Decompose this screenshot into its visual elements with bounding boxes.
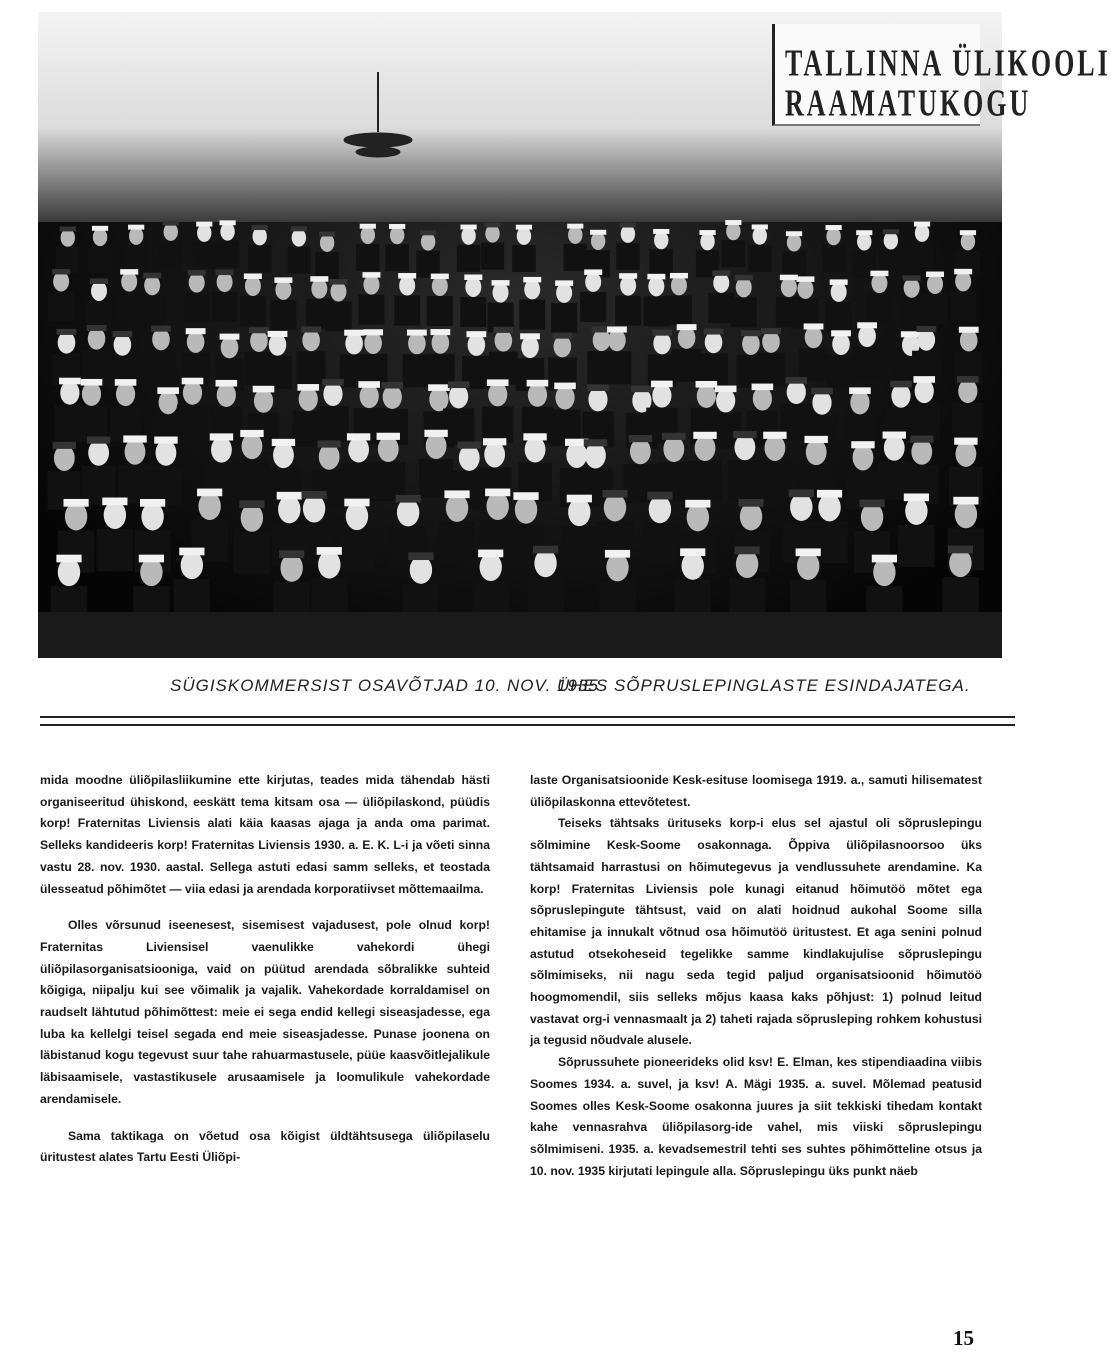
- caption-right: ÜHES SÕPRUSLEPINGLASTE ESINDAJATEGA.: [557, 676, 971, 695]
- stamp-line-2: RAAMATUKOGU: [785, 82, 1032, 125]
- caption-left: SÜGISKOMMERSIST OSAVÕTJAD 10. NOV. 1935: [170, 676, 599, 695]
- paragraph: laste Organisatsioonide Kesk-esituse loomisega 1919. a., samuti hilisematest üliõpilaskonna ettevõtetest.: [530, 773, 982, 809]
- divider-rule-top: [40, 716, 1015, 718]
- article-column-left: [40, 770, 490, 1169]
- stamp-line-1: TALLINNA ÜLIKOOLI: [785, 42, 1111, 85]
- paragraph: Sama taktikaga on võetud osa kõigist üldtähtsusega üliõpilaselu üritustest alates Tartu Eesti Üliõpi-: [40, 1128, 490, 1165]
- article-column-right: [530, 770, 982, 1182]
- library-stamp: [772, 24, 1111, 126]
- paragraph: mida moodne üliõpilasliikumine ette kirjutas, teades mida tähendab hästi organiseeritud ühiskond, eeskätt tema kitsam osa — üliõpilaskond, püüdis korp! Fraternitas Liviensis alati käia kaasas ajaga ja anda oma parimat. Selleks kandideeris korp! Fraternitas Liviensis 1930. a. E. K. L-i ja võeti sinna vastu 28. nov. 1930. aastal. Sellega astuti edasi samm selleks, et teostada ülesseatud põhimõtet — viia edasi ja arendada korporatiivset mõttemaailma.: [40, 773, 490, 896]
- group-photograph: [38, 12, 1111, 658]
- paragraph: Olles võrsunud iseenesest, sisemisest vajadusest, pole olnud korp! Fraternitas Liviensisel vaenulikke vahekordi ühegi üliõpilasorganisatsiooniga, vaid on püütud arendada sõbralikke suhteid kõigiga, niipalju kui see võimalik ja vajalik. Vahekordade korraldamisel on raudselt lähtutud põhimõttest: meie ei sega endid kellegi siseasjadesse, ega luba ka kellelgi teisel segada end meie siseasjadesse. Punase joonena on läbistanud kogu tegevust suur tahe rahuarmastusele, püüe kaasvõitlejalikule läbisaamisele, vastastikusele arusaamisele ja loomulikule vahekordade arendamisele.: [40, 918, 490, 1106]
- paragraph: Teiseks tähtsaks ürituseks korp-i elus sel ajastul oli sõpruslepingu sõlmimine Kesk-Soome osakonnaga. Õppiva üliõpilasnoorsoo üks tähtsamaid harrastusi on hõimutegevus ja vendlussuhete arendamine. Ka korp! Fraternitas Liviensis pole kunagi eitanud hõimutöö mõtet ega sõpruslepingute tähtsust, vaid on alati hoidnud aukohal Soome silla ehitamise ja innukalt võtnud osa hõimutöö üritustest. Et aga senini polnud astutud otsekoheseid tegelikke samme kindlakujulise sõpruslepingu sõlmimiseks, nii nagu seda tegid paljud organisatsioonid hõimutöö hoogmomendil, siis selleks mõjus kaasa kaks põhjust: 1) polnud leitud vastavat org-i vennasmaalt ja 2) taheti rajada sõprusleping rohkem kohustusi ja tegusid nõudvale alusele.: [530, 816, 982, 1048]
- photo-caption: [40, 676, 1000, 698]
- paragraph: Sõprussuhete pioneerideks olid ksv! E. Elman, kes stipendiaadina viibis Soomes 1934. a. suvel, ja ksv! A. Mägi 1935. a. suvel. Mõlemad peatusid Soomes olles Kesk-Soome osakonna juures ja siit tekkiski tihedam kontakt kahe vennasrahva üliõpilasorg-ide vahel, mis viiski sõpruslepingu sõlmimiseni. 1935. a. kevadsemestril tehti ses suhtes põhimõtteline otsus ja 10. nov. 1935 kirjutati lepingule alla. Sõpruslepingu üks punkt näeb: [530, 1055, 982, 1178]
- divider-rule-bottom: [40, 724, 1015, 726]
- page-number: 15: [953, 1326, 974, 1350]
